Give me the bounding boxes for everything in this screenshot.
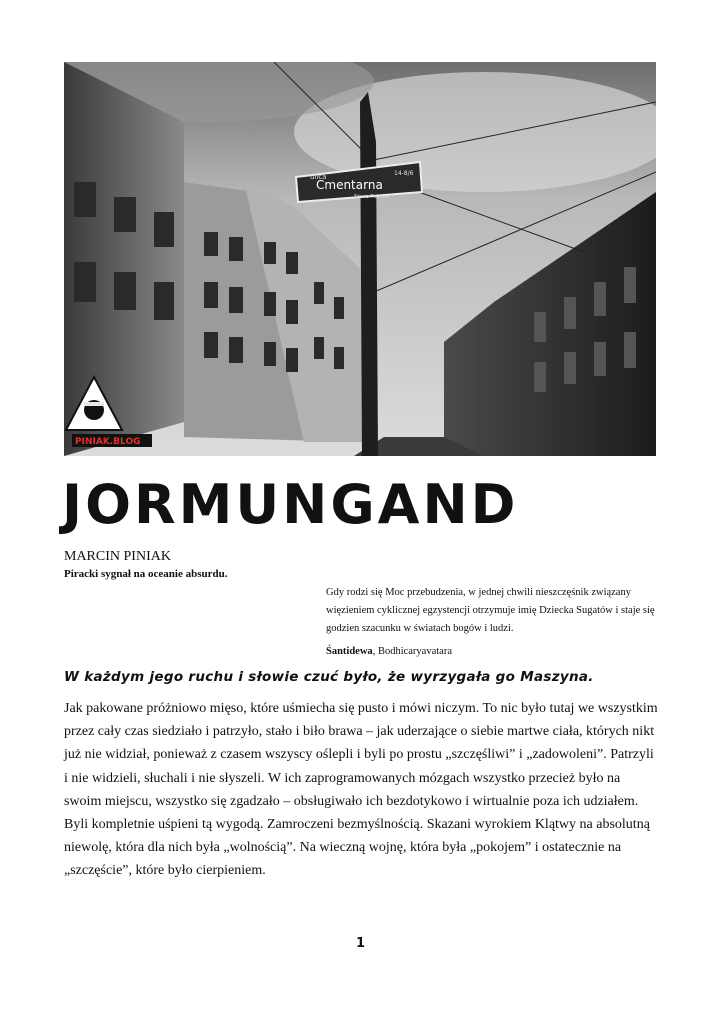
epigraph-work: , Bodhicaryavatara bbox=[372, 646, 452, 657]
article-title: JORMUNGAND bbox=[62, 473, 519, 536]
page-number: 1 bbox=[355, 936, 366, 951]
author-name: MARCIN PINIAK bbox=[64, 549, 171, 564]
header-photo bbox=[64, 62, 656, 456]
epigraph-text: Gdy rodzi się Moc przebudzenia, w jednej chwili nieszczęśnik związany więzieniem cyklicznej egzystencji otrzymuje imię Dziecka Sugatów i staje się godzien szacunku w światach bogów i ludzi. bbox=[326, 587, 655, 634]
epigraph-source bbox=[326, 643, 662, 661]
epigraph-author: Śantidewa bbox=[326, 646, 373, 657]
sign-district: Stare Polesie bbox=[354, 194, 390, 200]
left-building bbox=[64, 62, 184, 456]
body-text: Jak pakowane próżniowo mięso, które uśmiecha się pusto i mówi niczym. To nic było tutaj we wszystkim przez cały czas siedziało i patrzyło, stało i biło brawa – jak uderzające o siebie martwe ciała, których nikt już nie widział, ponieważ z czasem wszyscy oślepli i byli po prostu „szczęśliwi” i „zadowoleni”. Patrzyli i nie widzieli, słuchali i nie słyszeli. W ich zaprogramowanych mózgach wszystko przecież było na swoim miejscu, wszystko się zgadzało – obsługiwało ich bezdotykowo i wirtualnie poza ich udziałem. Byli kompletnie uśpieni tą wygodą. Zamroczeni bezmyślnością. Skazani wyrokiem Klątwy na absolutną niewolę, która dla nich była „wolnością”. Na wieczną wojnę, która była „pokojem” i ostatecznie na „szczęście”, które było cierpieniem. bbox=[64, 701, 658, 879]
body-paragraph bbox=[64, 697, 660, 883]
epigraph bbox=[326, 584, 662, 661]
sign-prefix: ulica bbox=[310, 173, 327, 181]
sign-name: Cmentarna bbox=[316, 178, 383, 192]
sign-number: 14-8/6 bbox=[394, 170, 414, 177]
sign-pole bbox=[360, 92, 378, 456]
logo-text: PINIAK.BLOG bbox=[75, 437, 141, 447]
lead-sentence: W każdym jego ruchu i słowie czuć było, że wyrzygała go Maszyna. bbox=[64, 669, 594, 685]
blog-subtitle: Piracki sygnał na oceanie absurdu. bbox=[64, 568, 228, 580]
street-photo bbox=[64, 62, 656, 456]
